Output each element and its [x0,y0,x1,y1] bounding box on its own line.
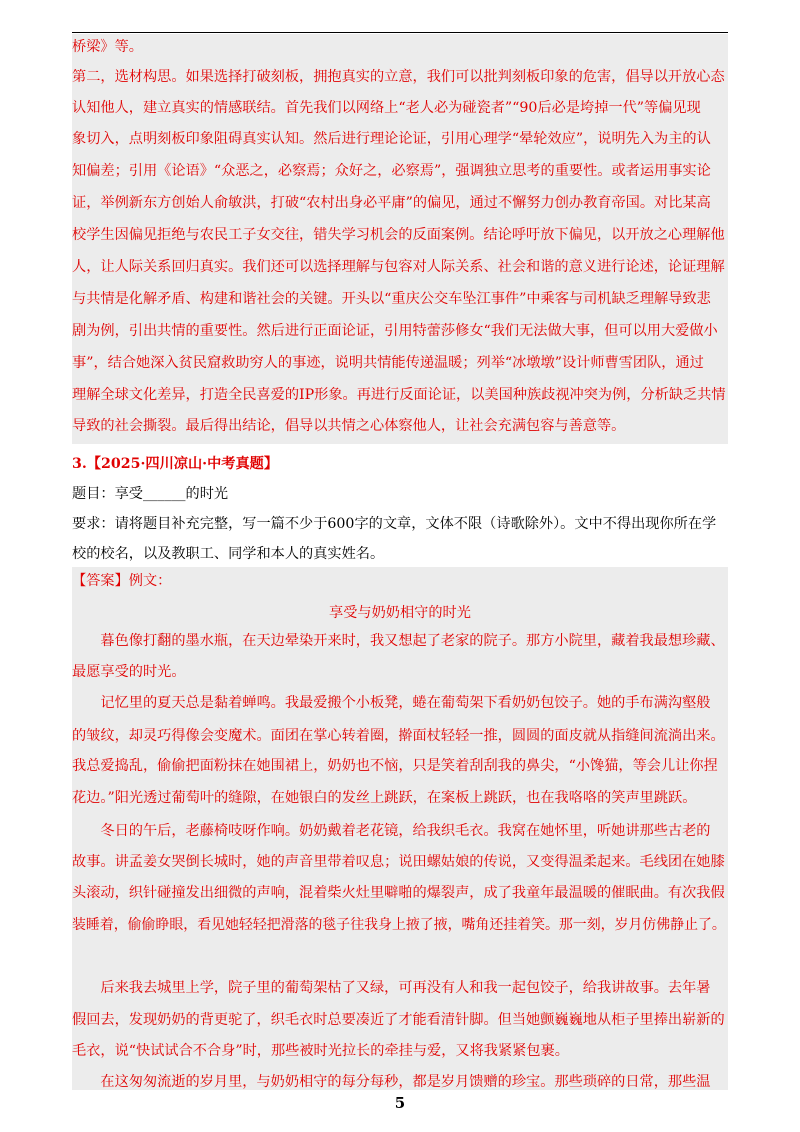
essay-line: 的皱纹，却灵巧得像会变魔术。面团在掌心转着圈，擀面杖轻轻一推，圆圆的面皮就从指缝间流淌出来。 [72,728,725,744]
essay-line: 装睡着，偷偷睁眼，看见她轻轻把滑落的毯子往我身上掖了掖，嘴角还挂着笑。那一刻，岁月仿佛静止了。 [72,917,726,933]
essay-line: 记忆里的夏天总是黏着蝉鸣。我最爱搬个小板凳，蜷在葡萄架下看奶奶包饺子。她的手布满沟壑般 [72,695,711,711]
analysis-line: 第二，选材构思。如果选择打破刻板，拥抱真实的立意，我们可以批判刻板印象的危害，倡导以开放心态 [72,69,725,85]
analysis-line: 校学生因偏见拒绝与农民工子女交往，错失学习机会的反面案例。结论呼吁放下偏见，以开放之心理解他 [72,227,725,243]
essay-line: 我总爱捣乱，偷偷把面粉抹在她围裙上，奶奶也不恼，只是笑着刮刮我的鼻尖，“小馋猫，等会儿让你捏 [72,758,718,774]
essay-line: 最愿享受的时光。 [72,664,186,680]
page-number: 5 [394,1094,406,1112]
analysis-line: 证，举例新东方创始人俞敏洪，打破“农村出身必平庸”的偏见，通过不懈努力创办教育帝国。对比某高 [72,195,711,211]
essay-line: 毛衣，说“快试试合不合身”时，那些被时光拉长的牵挂与爱，又将我紧紧包裹。 [72,1043,569,1059]
analysis-line: 认知他人，建立真实的情感联结。首先我们以网络上“老人必为碰瓷者”“90后必是垮掉一代”等偏见现 [72,100,701,116]
header-rule [72,32,728,33]
analysis-line: 象切入，点明刻板印象阻碍真实认知。然后进行理论论证，引用心理学“晕轮效应”，说明先入为主的认 [72,131,711,147]
essay-line: 花边。”阳光透过葡萄叶的缝隙，在她银白的发丝上跳跃，在案板上跳跃，也在我咯咯的笑声里跳跃。 [72,790,697,806]
essay-line: 暮色像打翻的墨水瓶，在天边晕染开来时，我又想起了老家的院子。那方小院里，藏着我最想珍藏、 [72,633,725,649]
question-header: 3.【2025·四川凉山·中考真题】 [72,456,279,472]
essay-line: 头滚动，织针碰撞发出细微的声响，混着柴火灶里噼啪的爆裂声，成了我童年最温暖的催眠曲。有次我假 [72,885,725,901]
question-topic: 题目：享受______的时光 [72,486,229,502]
essay-line: 后来我去城里上学，院子里的葡萄架枯了又绿，可再没有人和我一起包饺子，给我讲故事。去年暑 [72,980,711,996]
essay-line: 假回去，发现奶奶的背更驼了，织毛衣时总要凑近了才能看清针脚。但当她颤巍巍地从柜子里捧出崭新的 [72,1012,725,1028]
analysis-block [72,34,728,444]
essay-line: 故事。讲孟姜女哭倒长城时，她的声音里带着叹息；说田螺姑娘的传说，又变得温柔起来。毛线团在她膝 [72,854,725,870]
analysis-line: 事”，结合她深入贫民窟救助穷人的事迹，说明共情能传递温暖；列举“冰墩墩”设计师曹雪团队，通过 [72,355,704,371]
analysis-line: 知偏差；引用《论语》“众恶之，必察焉；众好之，必察焉”，强调独立思考的重要性。或者运用事实论 [72,163,711,179]
question-requirement-line-1: 要求：请将题目补充完整，写一篇不少于600字的文章，文体不限（诗歌除外）。文中不得出现你所在学 [72,516,717,532]
answer-block [72,567,728,1090]
analysis-line: 导致的社会撕裂。最后得出结论，倡导以共情之心体察他人，让社会充满包容与善意等。 [72,418,626,434]
essay-title: 享受与奶奶相守的时光 [329,605,471,621]
analysis-line: 桥梁》等。 [72,39,143,55]
question-requirement-line-2: 校的校名，以及教职工、同学和本人的真实姓名。 [72,546,385,562]
analysis-line: 剧为例，引出共情的重要性。然后进行正面论证，引用特蕾莎修女“我们无法做大事，但可以用大爱做小 [72,323,718,339]
analysis-line: 人，让人际关系回归真实。我们还可以选择理解与包容对人际关系、社会和谐的意义进行论述，论证理解 [72,259,725,275]
analysis-line: 理解全球文化差异，打造全民喜爱的IP形象。再进行反面论证，以美国种族歧视冲突为例，分析缺乏共情 [72,387,726,403]
essay-line: 在这匆匆流逝的岁月里，与奶奶相守的每分每秒，都是岁月馈赠的珍宝。那些琐碎的日常，那些温 [72,1074,711,1090]
essay-line: 冬日的午后，老藤椅吱呀作响。奶奶戴着老花镜，给我织毛衣。我窝在她怀里，听她讲那些古老的 [72,823,711,839]
answer-label: 【答案】例文： [72,573,172,589]
analysis-line: 与共情是化解矛盾、构建和谐社会的关键。开头以“重庆公交车坠江事件”中乘客与司机缺乏理解导致悲 [72,291,711,307]
